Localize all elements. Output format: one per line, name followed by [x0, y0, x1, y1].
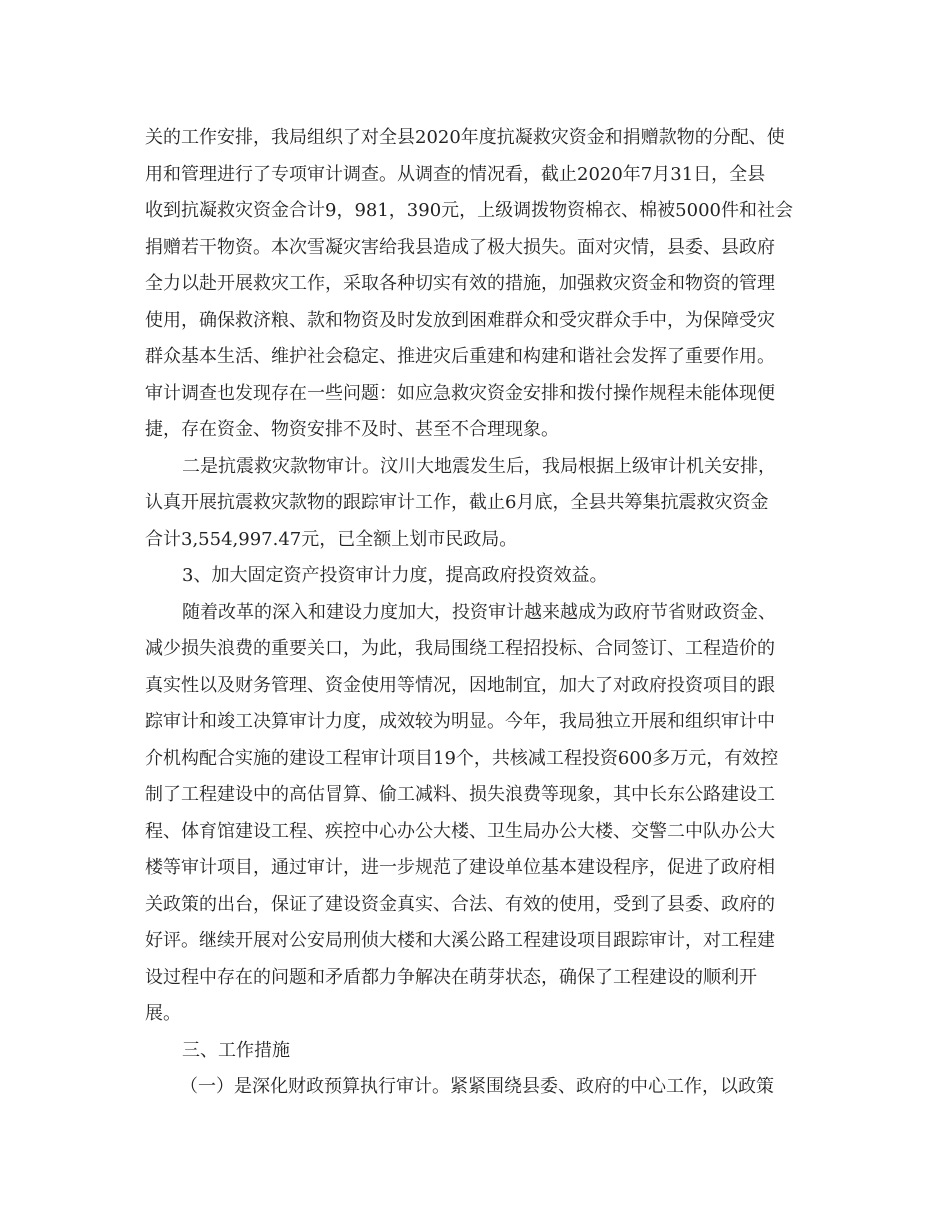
- paragraph-first-line: 二是抗震救灾款物审计。汶川大地震发生后，我局根据上级审计机关安排，: [182, 455, 776, 477]
- text-line: 关政策的出台，保证了建设资金真实、合法、有效的使用，受到了县委、政府的: [145, 893, 775, 915]
- text-line: 展。: [145, 1003, 181, 1024]
- text-line: 使用，确保救济粮、款和物资及时发放到困难群众和受灾群众手中，为保障受灾: [145, 309, 775, 331]
- text-line: 制了工程建设中的高估冒算、偷工减料、损失浪费等现象，其中长东公路建设工: [145, 784, 775, 805]
- document-body: [145, 120, 810, 1106]
- paragraph-first-line: 随着改革的深入和建设力度加大，投资审计越来越成为政府节省财政资金、: [182, 601, 776, 623]
- text-line: 认真开展抗震救灾款物的跟踪审计工作，截止6月底，全县共筹集抗震救灾资金: [145, 492, 769, 513]
- text-line: 合计3,554,997.47元，已全额上划市民政局。: [145, 528, 518, 550]
- text-line: 收到抗凝救灾资金合计9，981，390元，上级调拨物资棉衣、棉被5000件和社会: [145, 200, 793, 221]
- text-line: 捐赠若干物资。本次雪凝灾害给我县造成了极大损失。面对灾情，县委、县政府: [145, 236, 775, 258]
- section-heading: 3、加大固定资产投资审计力度，提高政府投资效益。: [182, 565, 608, 586]
- paragraph-first-line: （一）是深化财政预算执行审计。紧紧围绕县委、政府的中心工作，以政策: [180, 1076, 774, 1097]
- text-line: 减少损失浪费的重要关口，为此，我局围绕工程招投标、合同签订、工程造价的: [145, 638, 775, 659]
- section-heading: 三、工作措施: [182, 1039, 290, 1061]
- text-line: 踪审计和竣工决算审计力度，成效较为明显。今年，我局独立开展和组织审计中: [145, 711, 775, 732]
- text-line: 捷，存在资金、物资安排不及时、甚至不合理现象。: [145, 419, 559, 440]
- text-line: 程、体育馆建设工程、疾控中心办公大楼、卫生局办公大楼、交警二中队办公大: [145, 820, 775, 842]
- text-line: 审计调查也发现存在一些问题：如应急救灾资金安排和拨付操作规程未能体现便: [145, 382, 775, 404]
- text-line: 全力以赴开展救灾工作，采取各种切实有效的措施，加强救灾资金和物资的管理: [145, 273, 775, 294]
- text-line: 群众基本生活、维护社会稳定、推进灾后重建和构建和谐社会发挥了重要作用。: [145, 346, 775, 367]
- text-line: 用和管理进行了专项审计调查。从调查的情况看，截止2020年7月31日，全县: [145, 163, 766, 185]
- text-line: 楼等审计项目，通过审计，进一步规范了建设单位基本建设程序，促进了政府相: [145, 857, 775, 878]
- text-line: 介机构配合实施的建设工程审计项目19个，共核减工程投资600多万元，有效控: [145, 747, 779, 769]
- text-line: 好评。继续开展对公安局刑侦大楼和大溪公路工程建设项目跟踪审计，对工程建: [145, 930, 775, 951]
- text-line: 关的工作安排，我局组织了对全县2020年度抗凝救灾资金和捐赠款物的分配、使: [145, 127, 785, 148]
- text-line: 真实性以及财务管理、资金使用等情况，因地制宜，加大了对政府投资项目的跟: [145, 674, 775, 696]
- text-line: 设过程中存在的问题和矛盾都力争解决在萌芽状态，确保了工程建设的顺利开: [145, 966, 757, 988]
